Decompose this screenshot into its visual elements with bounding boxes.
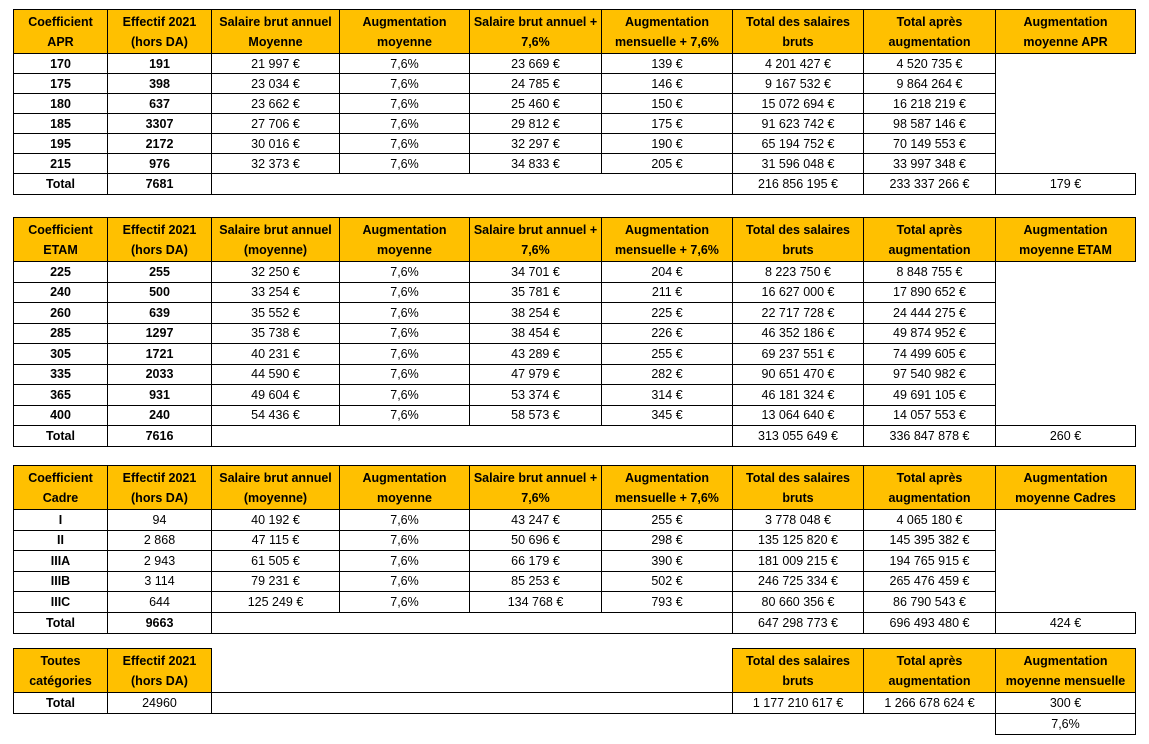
coef-cell: 180 bbox=[14, 94, 108, 114]
effectif-cell: 931 bbox=[108, 385, 212, 406]
table-row bbox=[14, 114, 1136, 134]
total-salaires-value: 647 298 773 € bbox=[733, 612, 864, 633]
salaire-cell: 79 231 € bbox=[212, 571, 340, 592]
mensuelle-cell: 175 € bbox=[602, 114, 733, 134]
effectif-cell: 2 868 bbox=[108, 530, 212, 551]
augmentation-cell: 7,6% bbox=[340, 571, 470, 592]
salaire-augmente-cell: 29 812 € bbox=[470, 114, 602, 134]
total-salaires-value: 1 177 210 617 € bbox=[733, 693, 864, 714]
header-salaire-moyen: Salaire brut annuel Moyenne bbox=[212, 10, 340, 54]
augmentation-moyenne-value: 424 € bbox=[996, 612, 1136, 633]
table-row bbox=[14, 134, 1136, 154]
header-total-apres: Total après augmentation bbox=[864, 218, 996, 262]
salaire-cell: 54 436 € bbox=[212, 405, 340, 426]
table-row bbox=[14, 405, 1136, 426]
mensuelle-cell: 205 € bbox=[602, 154, 733, 174]
salaire-augmente-cell: 35 781 € bbox=[470, 282, 602, 303]
header-augmentation-mensuelle: Augmentation mensuelle + 7,6% bbox=[602, 466, 733, 510]
salaire-augmente-cell: 38 454 € bbox=[470, 323, 602, 344]
total-salaires-value: 216 856 195 € bbox=[733, 174, 864, 195]
mensuelle-cell: 502 € bbox=[602, 571, 733, 592]
coef-cell: 225 bbox=[14, 262, 108, 283]
table-row bbox=[14, 510, 1136, 531]
total-cell: 3 778 048 € bbox=[733, 510, 864, 531]
salaire-cell: 61 505 € bbox=[212, 551, 340, 572]
table-row bbox=[14, 364, 1136, 385]
effectif-cell: 3 114 bbox=[108, 571, 212, 592]
salaire-cell: 30 016 € bbox=[212, 134, 340, 154]
percent-row bbox=[14, 714, 1136, 735]
augmentation-cell: 7,6% bbox=[340, 114, 470, 134]
salaire-augmente-cell: 34 701 € bbox=[470, 262, 602, 283]
salaire-augmente-cell: 85 253 € bbox=[470, 571, 602, 592]
mensuelle-cell: 255 € bbox=[602, 344, 733, 365]
table-row bbox=[14, 323, 1136, 344]
total-apres-cell: 24 444 275 € bbox=[864, 303, 996, 324]
augmentation-cell: 7,6% bbox=[340, 54, 470, 74]
effectif-cell: 1297 bbox=[108, 323, 212, 344]
table-row bbox=[14, 303, 1136, 324]
total-label: Total bbox=[14, 174, 108, 195]
salaire-cell: 35 552 € bbox=[212, 303, 340, 324]
coef-cell: IIIB bbox=[14, 571, 108, 592]
all-total-row bbox=[14, 693, 1136, 714]
total-cell: 9 167 532 € bbox=[733, 74, 864, 94]
total-cell: 8 223 750 € bbox=[733, 262, 864, 283]
header-coefficient: Coefficient ETAM bbox=[14, 218, 108, 262]
salaire-augmente-cell: 32 297 € bbox=[470, 134, 602, 154]
effectif-cell: 2 943 bbox=[108, 551, 212, 572]
total-cell: 135 125 820 € bbox=[733, 530, 864, 551]
total-apres-cell: 17 890 652 € bbox=[864, 282, 996, 303]
salaire-cell: 33 254 € bbox=[212, 282, 340, 303]
total-cell: 181 009 215 € bbox=[733, 551, 864, 572]
header-augmentation-moyenne-cadres: Augmentation moyenne Cadres bbox=[996, 466, 1136, 510]
effectif-cell: 240 bbox=[108, 405, 212, 426]
table-row bbox=[14, 385, 1136, 406]
header-total-apres: Total après augmentation bbox=[864, 466, 996, 510]
salaire-cell: 47 115 € bbox=[212, 530, 340, 551]
total-apres-value: 696 493 480 € bbox=[864, 612, 996, 633]
header-augmentation-moyenne: Augmentation moyenne bbox=[340, 466, 470, 510]
augmentation-cell: 7,6% bbox=[340, 262, 470, 283]
header-effectif: Effectif 2021 (hors DA) bbox=[108, 466, 212, 510]
total-apres-cell: 145 395 382 € bbox=[864, 530, 996, 551]
salaire-cell: 35 738 € bbox=[212, 323, 340, 344]
salaire-augmente-cell: 66 179 € bbox=[470, 551, 602, 572]
total-cell: 16 627 000 € bbox=[733, 282, 864, 303]
table-row bbox=[14, 262, 1136, 283]
salaire-cell: 27 706 € bbox=[212, 114, 340, 134]
coef-cell: I bbox=[14, 510, 108, 531]
augmentation-cell: 7,6% bbox=[340, 74, 470, 94]
total-cell: 69 237 551 € bbox=[733, 344, 864, 365]
total-effectif: 24960 bbox=[108, 693, 212, 714]
header-augmentation-moyenne: Augmentation moyenne bbox=[340, 10, 470, 54]
coef-cell: II bbox=[14, 530, 108, 551]
salaire-augmente-cell: 134 768 € bbox=[470, 592, 602, 613]
header-augmentation-mensuelle: Augmentation mensuelle + 7,6% bbox=[602, 10, 733, 54]
augmentation-cell: 7,6% bbox=[340, 551, 470, 572]
table-row bbox=[14, 282, 1136, 303]
coef-cell: 175 bbox=[14, 74, 108, 94]
effectif-cell: 1721 bbox=[108, 344, 212, 365]
header-salaire-augmente: Salaire brut annuel + 7,6% bbox=[470, 466, 602, 510]
salaire-cell: 40 192 € bbox=[212, 510, 340, 531]
table-row bbox=[14, 94, 1136, 114]
header-coefficient: Coefficient APR bbox=[14, 10, 108, 54]
augmentation-cell: 7,6% bbox=[340, 323, 470, 344]
effectif-cell: 255 bbox=[108, 262, 212, 283]
cadre-header-row bbox=[14, 466, 1136, 510]
header-total-apres: Total après augmentation bbox=[864, 10, 996, 54]
total-cell: 4 201 427 € bbox=[733, 54, 864, 74]
etam-total-row bbox=[14, 426, 1136, 447]
cadre-total-row bbox=[14, 612, 1136, 633]
effectif-cell: 3307 bbox=[108, 114, 212, 134]
header-augmentation-moyenne-apr: Augmentation moyenne APR bbox=[996, 10, 1136, 54]
total-apres-cell: 194 765 915 € bbox=[864, 551, 996, 572]
total-apres-cell: 8 848 755 € bbox=[864, 262, 996, 283]
augmentation-cell: 7,6% bbox=[340, 154, 470, 174]
total-cell: 15 072 694 € bbox=[733, 94, 864, 114]
header-toutes-categories: Toutes catégories bbox=[14, 649, 108, 693]
effectif-cell: 2033 bbox=[108, 364, 212, 385]
all-categories-table bbox=[13, 648, 1136, 735]
apr-header-row bbox=[14, 10, 1136, 54]
mensuelle-cell: 255 € bbox=[602, 510, 733, 531]
coef-cell: 215 bbox=[14, 154, 108, 174]
augmentation-moyenne-value: 260 € bbox=[996, 426, 1136, 447]
salaire-augmente-cell: 58 573 € bbox=[470, 405, 602, 426]
etam-header-row bbox=[14, 218, 1136, 262]
total-salaires-value: 313 055 649 € bbox=[733, 426, 864, 447]
mensuelle-cell: 211 € bbox=[602, 282, 733, 303]
header-augmentation-moyenne: Augmentation moyenne bbox=[340, 218, 470, 262]
total-apres-cell: 98 587 146 € bbox=[864, 114, 996, 134]
header-coefficient: Coefficient Cadre bbox=[14, 466, 108, 510]
augmentation-cell: 7,6% bbox=[340, 510, 470, 531]
total-cell: 65 194 752 € bbox=[733, 134, 864, 154]
total-label: Total bbox=[14, 426, 108, 447]
total-apres-value: 233 337 266 € bbox=[864, 174, 996, 195]
header-salaire-augmente: Salaire brut annuel + 7,6% bbox=[470, 218, 602, 262]
table-row bbox=[14, 74, 1136, 94]
total-label: Total bbox=[14, 612, 108, 633]
total-apres-value: 1 266 678 624 € bbox=[864, 693, 996, 714]
augmentation-cell: 7,6% bbox=[340, 364, 470, 385]
table-row bbox=[14, 551, 1136, 572]
augmentation-cell: 7,6% bbox=[340, 303, 470, 324]
coef-cell: 335 bbox=[14, 364, 108, 385]
table-row bbox=[14, 530, 1136, 551]
total-label: Total bbox=[14, 693, 108, 714]
salaire-cell: 23 662 € bbox=[212, 94, 340, 114]
total-cell: 46 181 324 € bbox=[733, 385, 864, 406]
augmentation-cell: 7,6% bbox=[340, 592, 470, 613]
salaire-augmente-cell: 24 785 € bbox=[470, 74, 602, 94]
total-cell: 22 717 728 € bbox=[733, 303, 864, 324]
total-apres-cell: 33 997 348 € bbox=[864, 154, 996, 174]
header-total-salaires: Total des salaires bruts bbox=[733, 649, 864, 693]
table-row bbox=[14, 344, 1136, 365]
apr-table bbox=[13, 9, 1136, 195]
total-cell: 31 596 048 € bbox=[733, 154, 864, 174]
mensuelle-cell: 150 € bbox=[602, 94, 733, 114]
salaire-augmente-cell: 23 669 € bbox=[470, 54, 602, 74]
header-salaire-augmente: Salaire brut annuel + 7,6% bbox=[470, 10, 602, 54]
total-cell: 80 660 356 € bbox=[733, 592, 864, 613]
table-row bbox=[14, 154, 1136, 174]
mensuelle-cell: 204 € bbox=[602, 262, 733, 283]
salaire-augmente-cell: 43 289 € bbox=[470, 344, 602, 365]
header-total-salaires: Total des salaires bruts bbox=[733, 218, 864, 262]
salaire-cell: 125 249 € bbox=[212, 592, 340, 613]
mensuelle-cell: 314 € bbox=[602, 385, 733, 406]
header-augmentation-mensuelle: Augmentation mensuelle + 7,6% bbox=[602, 218, 733, 262]
salaire-cell: 32 250 € bbox=[212, 262, 340, 283]
salaire-augmente-cell: 43 247 € bbox=[470, 510, 602, 531]
total-cell: 46 352 186 € bbox=[733, 323, 864, 344]
total-effectif: 9663 bbox=[108, 612, 212, 633]
augmentation-cell: 7,6% bbox=[340, 94, 470, 114]
mensuelle-cell: 345 € bbox=[602, 405, 733, 426]
mensuelle-cell: 390 € bbox=[602, 551, 733, 572]
total-apres-cell: 14 057 553 € bbox=[864, 405, 996, 426]
header-effectif: Effectif 2021 (hors DA) bbox=[108, 10, 212, 54]
table-row bbox=[14, 54, 1136, 74]
augmentation-moyenne-value: 300 € bbox=[996, 693, 1136, 714]
effectif-cell: 500 bbox=[108, 282, 212, 303]
table-row bbox=[14, 592, 1136, 613]
salaire-cell: 44 590 € bbox=[212, 364, 340, 385]
salaire-augmente-cell: 47 979 € bbox=[470, 364, 602, 385]
header-total-salaires: Total des salaires bruts bbox=[733, 10, 864, 54]
total-apres-cell: 70 149 553 € bbox=[864, 134, 996, 154]
cadre-table bbox=[13, 465, 1136, 634]
coef-cell: 400 bbox=[14, 405, 108, 426]
salaire-augmente-cell: 25 460 € bbox=[470, 94, 602, 114]
total-apres-cell: 16 218 219 € bbox=[864, 94, 996, 114]
total-apres-cell: 86 790 543 € bbox=[864, 592, 996, 613]
salaire-cell: 49 604 € bbox=[212, 385, 340, 406]
total-effectif: 7616 bbox=[108, 426, 212, 447]
augmentation-moyenne-value: 179 € bbox=[996, 174, 1136, 195]
coef-cell: 170 bbox=[14, 54, 108, 74]
total-apres-cell: 265 476 459 € bbox=[864, 571, 996, 592]
header-total-salaires: Total des salaires bruts bbox=[733, 466, 864, 510]
salaire-cell: 32 373 € bbox=[212, 154, 340, 174]
augmentation-cell: 7,6% bbox=[340, 530, 470, 551]
effectif-cell: 976 bbox=[108, 154, 212, 174]
total-cell: 246 725 334 € bbox=[733, 571, 864, 592]
mensuelle-cell: 298 € bbox=[602, 530, 733, 551]
all-header-row bbox=[14, 649, 1136, 693]
coef-cell: 305 bbox=[14, 344, 108, 365]
total-effectif: 7681 bbox=[108, 174, 212, 195]
salaire-cell: 40 231 € bbox=[212, 344, 340, 365]
coef-cell: 185 bbox=[14, 114, 108, 134]
effectif-cell: 2172 bbox=[108, 134, 212, 154]
mensuelle-cell: 226 € bbox=[602, 323, 733, 344]
total-apres-cell: 9 864 264 € bbox=[864, 74, 996, 94]
salaire-augmente-cell: 38 254 € bbox=[470, 303, 602, 324]
augmentation-cell: 7,6% bbox=[340, 405, 470, 426]
effectif-cell: 639 bbox=[108, 303, 212, 324]
salaire-cell: 23 034 € bbox=[212, 74, 340, 94]
header-total-apres: Total après augmentation bbox=[864, 649, 996, 693]
total-cell: 90 651 470 € bbox=[733, 364, 864, 385]
coef-cell: IIIC bbox=[14, 592, 108, 613]
total-cell: 13 064 640 € bbox=[733, 405, 864, 426]
effectif-cell: 94 bbox=[108, 510, 212, 531]
effectif-cell: 398 bbox=[108, 74, 212, 94]
coef-cell: IIIA bbox=[14, 551, 108, 572]
total-apres-cell: 97 540 982 € bbox=[864, 364, 996, 385]
total-apres-cell: 74 499 605 € bbox=[864, 344, 996, 365]
mensuelle-cell: 139 € bbox=[602, 54, 733, 74]
header-salaire-moyen: Salaire brut annuel (moyenne) bbox=[212, 466, 340, 510]
total-apres-cell: 4 065 180 € bbox=[864, 510, 996, 531]
effectif-cell: 644 bbox=[108, 592, 212, 613]
augmentation-cell: 7,6% bbox=[340, 134, 470, 154]
effectif-cell: 191 bbox=[108, 54, 212, 74]
total-apres-cell: 49 874 952 € bbox=[864, 323, 996, 344]
augmentation-cell: 7,6% bbox=[340, 344, 470, 365]
coef-cell: 285 bbox=[14, 323, 108, 344]
coef-cell: 240 bbox=[14, 282, 108, 303]
coef-cell: 195 bbox=[14, 134, 108, 154]
augmentation-cell: 7,6% bbox=[340, 385, 470, 406]
mensuelle-cell: 225 € bbox=[602, 303, 733, 324]
mensuelle-cell: 190 € bbox=[602, 134, 733, 154]
mensuelle-cell: 146 € bbox=[602, 74, 733, 94]
header-augmentation-moyenne-etam: Augmentation moyenne ETAM bbox=[996, 218, 1136, 262]
salaire-augmente-cell: 53 374 € bbox=[470, 385, 602, 406]
coef-cell: 365 bbox=[14, 385, 108, 406]
mensuelle-cell: 282 € bbox=[602, 364, 733, 385]
apr-total-row bbox=[14, 174, 1136, 195]
salaire-cell: 21 997 € bbox=[212, 54, 340, 74]
header-augmentation-moyenne-mensuelle: Augmentation moyenne mensuelle bbox=[996, 649, 1136, 693]
salaire-augmente-cell: 50 696 € bbox=[470, 530, 602, 551]
coef-cell: 260 bbox=[14, 303, 108, 324]
header-effectif: Effectif 2021 (hors DA) bbox=[108, 649, 212, 693]
augmentation-percent: 7,6% bbox=[996, 714, 1136, 735]
etam-table bbox=[13, 217, 1136, 447]
salaire-augmente-cell: 34 833 € bbox=[470, 154, 602, 174]
effectif-cell: 637 bbox=[108, 94, 212, 114]
table-row bbox=[14, 571, 1136, 592]
total-apres-value: 336 847 878 € bbox=[864, 426, 996, 447]
total-cell: 91 623 742 € bbox=[733, 114, 864, 134]
mensuelle-cell: 793 € bbox=[602, 592, 733, 613]
augmentation-cell: 7,6% bbox=[340, 282, 470, 303]
total-apres-cell: 4 520 735 € bbox=[864, 54, 996, 74]
header-salaire-moyen: Salaire brut annuel (moyenne) bbox=[212, 218, 340, 262]
header-effectif: Effectif 2021 (hors DA) bbox=[108, 218, 212, 262]
total-apres-cell: 49 691 105 € bbox=[864, 385, 996, 406]
